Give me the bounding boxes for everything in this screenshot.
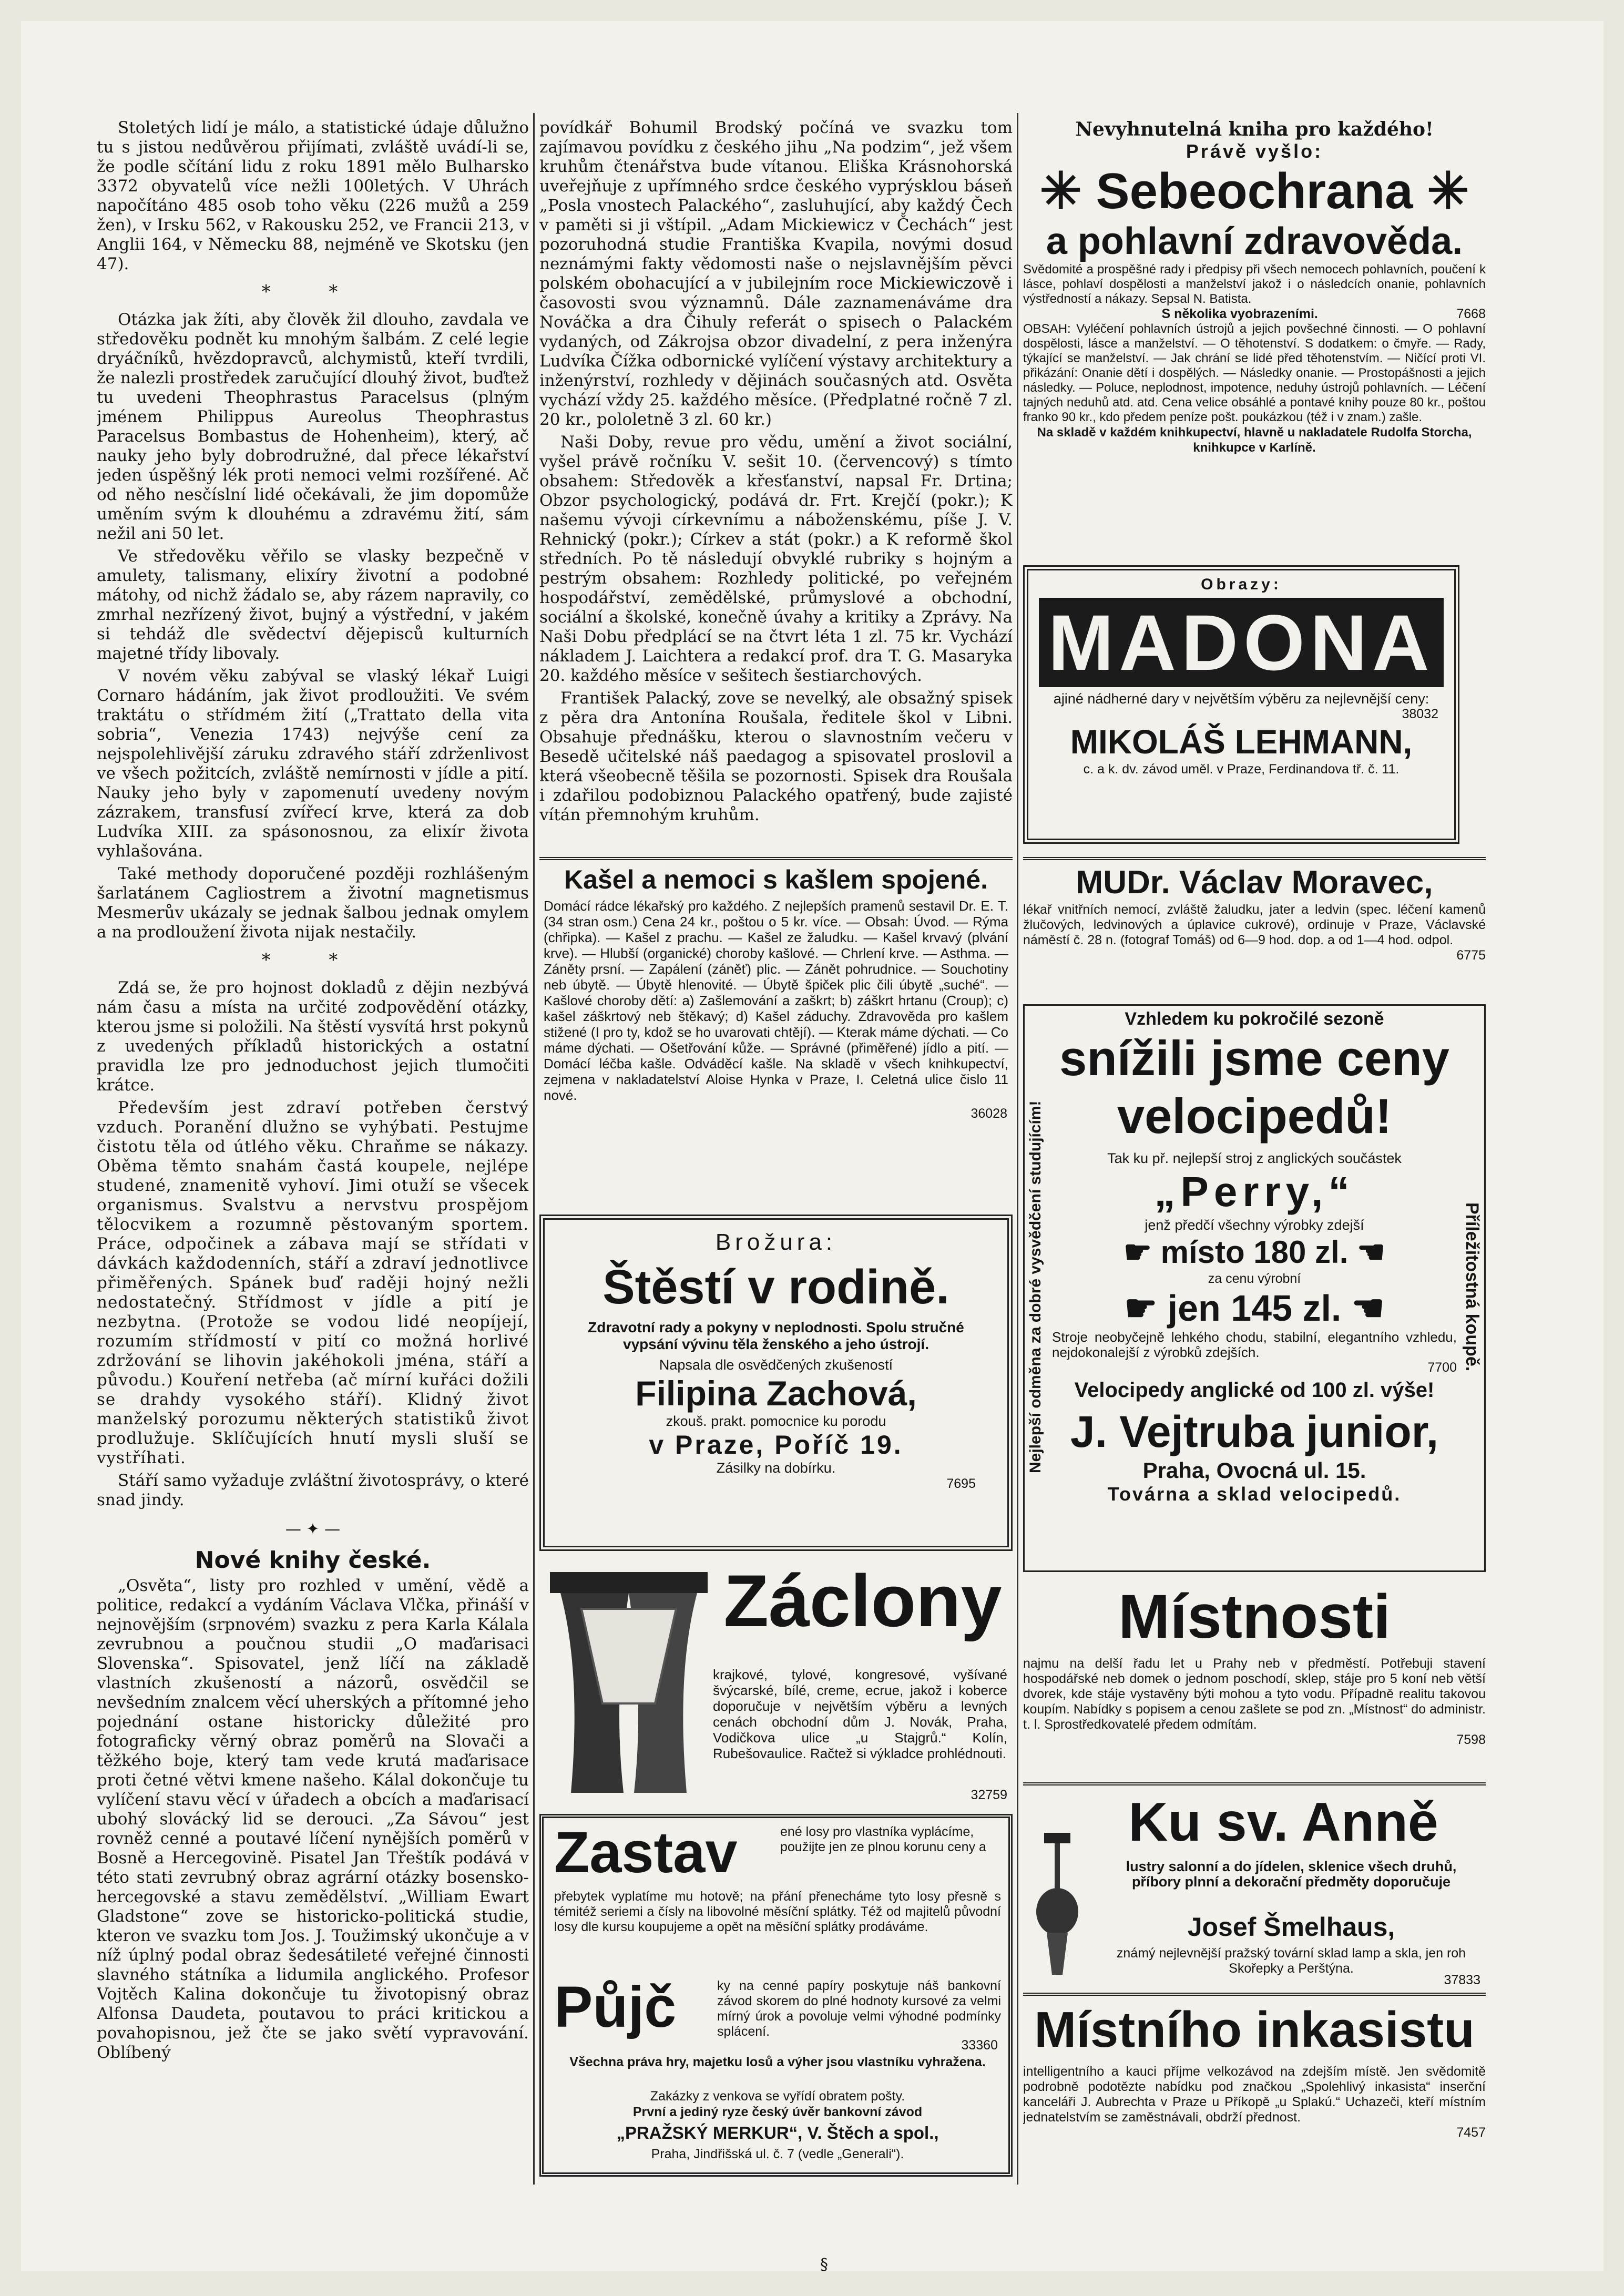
ad-top: Vzhledem ku pokročilé sezoně — [1125, 1009, 1384, 1029]
side-caption-left: Nejlepší odměna za dobré vysvědčení studujícím! — [1027, 1100, 1044, 1474]
asterisk-icon: ✳ — [1039, 163, 1082, 219]
ad-price-text: místo 180 zl. — [1160, 1234, 1349, 1270]
ad-line: Všechna práva hry, majetku losů a výher jsou vlastníku vyhražena. — [569, 2055, 986, 2069]
ad-madona — [1023, 565, 1459, 844]
section-break: * * — [261, 281, 364, 302]
asterisk-icon: ✳ — [1427, 163, 1469, 219]
ad-kasel — [539, 857, 1013, 1209]
ad-label: Obrazy: — [1201, 576, 1282, 593]
ad-code: 7598 — [1456, 1732, 1486, 1747]
hand-pointing-left-icon: ☚ — [1351, 1288, 1385, 1329]
column-middle-text — [539, 118, 1013, 865]
ad-place: v Praze, Poříč 19. — [649, 1430, 903, 1460]
ad-title: MUDr. Václav Moravec, — [1076, 864, 1433, 901]
ad-text: ajiné nádherné dary v největším výběru za nejlevnější ceny: — [1053, 691, 1429, 707]
ad-title: Záclony — [723, 1559, 1002, 1642]
ad-mail: Zásilky na dobírku. — [716, 1460, 836, 1476]
ad-text: lustry salonní a do jídelen, sklenice všech druhů, příbory plnní a dekorační předměty doporučuje — [1126, 1859, 1457, 1890]
ad-foot: Továrna a sklad velocipedů. — [1107, 1483, 1402, 1505]
ad-label: za cenu výrobní — [1208, 1271, 1301, 1286]
ad-title: Kašel a nemoci s kašlem spojené. — [564, 865, 988, 894]
article-paragraph: Zdá se, že pro hojnost dokladů z dějin nezbývá nám času a místa na určité zodpovědění otázky, kterou jsme si položili. Na štěstí vysvítá hrst pokynů z uvedených příkladů historických a ostatní pravidla lze pro jednoduchost jejich tlumočiti krátce. — [97, 978, 529, 1095]
article-paragraph: V novém věku zabýval se vlaský lékař Luigi Cornaro hádáním, jak život prodloužiti. Ve svém traktátu o střídmém žití („Trattato della vita sobria“, Venezia 1743) nejvýše cení za nejspolehlivější záruku zdravého stáří zdrženlivost ve všech požitcích, zvláště nemírnosti v jídle a pití. Nauky jeho byly v zapomenutí uvedeny novým zázrakem, transfusí zvířecí krve, která za dob Ludvíka XIII. za spásonosnou, za elixír života vyhlašována. — [97, 667, 529, 861]
ad-title: Zastav — [554, 1820, 738, 1885]
ad-price-text: jen 145 zl. — [1167, 1288, 1342, 1329]
ad-title2: a pohlavní zdravověda. — [1046, 220, 1463, 262]
ad-line: První a jediný ryze český úvěr bankovní závod — [632, 2105, 923, 2119]
ad-sub2-text: S několika vyobrazeními. — [1161, 307, 1318, 321]
ad-text: Tak ku př. nejlepší stroj z anglických součástek — [1107, 1150, 1402, 1166]
ad-text: krajkové, tylové, kongresové, vyšívané švýcarské, bílé, creme, ecrue, jakož i koberce doporučuje v největším výběru a levných cenách obchodní dům J. Novák, Praha, Vodičkova ulice „u Stajgrů.“ Kolín, Rubešovaulice. Račtež si výkladce prohlédnouti. — [713, 1667, 1007, 1761]
ad-text: Stroje neobyčejně lehkého chodu, stabilní, elegantního vzhledu, nejdokonalejší z výrobků zdejších. — [1052, 1329, 1457, 1360]
ad-line: Na skladě v každém knihkupectví, hlavně u nakladatele Rudolfa Storcha, knihkupce v Karlíně. — [1037, 425, 1472, 455]
article-paragraph: Stáří samo vyžaduje zvláštní životosprávy, o které snad jindy. — [97, 1471, 529, 1509]
article-paragraph: Otázka jak žíti, aby člověk žil dlouho, zavdala ve středověku podnět ku mnohým šalbám. Z celé legie dryáčníků, hvězdopravců, alchymistů, kteří tvrdili, že nalezli prostředek zaručující dlouhý život, buďtež tu uvedeni Theophrastus Paracelsus (plným jménem Philippus Aureolus Theophrastus Paracelsus Bombastus de Hohenheim), který, ač nauky jeho byly dobrodružné, dal přece lékařství jeden úspěšný lék proti nemoci velmi rozšířené. Ač od něho nesčíslní lidé očekávali, že jim dopomůže uměním svým k dlouhému a zdravému žití, sám nežil ani 50 let. — [97, 310, 529, 543]
article-paragraph: František Palacký, zove se nevelký, ale obsažný spisek z pěra dra Antonína Roušala, ředitele škol v Libni. Obsahuje přednášku, kterou o slavnostním večeru v Besedě učitelské náš paedagog a spisovatel proslovil a která všeobecně těšila se pozornosti. Spisek dra Roušala i zdařilou podobiznou Palackého opatřený, bude zajisté vítán přemnohým kruhům. — [539, 689, 1013, 824]
ad-text: jenž předčí všechny výrobky zdejší — [1145, 1217, 1364, 1233]
ad-text: Velocipedy anglické od 100 zl. výše! — [1074, 1379, 1435, 1402]
ad-line: Zakázky z venkova se vyřídí obratem pošty. — [650, 2089, 905, 2104]
ad-text: OBSAH: Vyléčení pohlavních ústrojů a jejich povšechné činnosti. — O pohlavní dospělosti, lásce a manželství. — O těhotenství. S dodatkem: o čmyře. — Rady, týkající se manželství. — Jak chrání se lidé před těhotenstvím. — Ničící proti VI. přikázání: Onanie dětí i dospělých. — Následky onanie. — Prostopášnosti a jejich následky. — Poluce, neplodnost, impotence, neduhy ústrojů pohlavních. — Léčení tajných neduhů atd. atd. Cena velice obsáhlé a pontavé knihy pouze 80 kr., poštou franko 90 kr., kdo předem peníze pošt. poukázkou (též i v znam.) zašle. — [1023, 322, 1486, 424]
ad-code: 33360 — [961, 2038, 998, 2053]
article-paragraph: Stoletých lidí je málo, a statistické údaje důlužno tu s jistou nedůvěrou přijímati, zvláště uvádí-li se, že podle sčítání lidu z roku 1891 mělo Bulharsko 3372 obyvatelů více nežli 100letých. V Uhrách napočítáno 485 osob toho věku (226 mužů a 259 žen), v Irsku 562, v Rakousku 252, ve Francii 213, v Anglii 164, v Německu 88, nejméně ve Skotsku (jen 47). — [97, 118, 529, 273]
ad-by: Napsala dle osvědčených zkušeností — [659, 1357, 893, 1373]
ad-name: Josef Šmelhaus, — [1187, 1912, 1395, 1942]
ad-title: Štěstí v rodině. — [602, 1260, 949, 1314]
ad-code: 38032 — [1402, 707, 1438, 721]
ad-code: 37833 — [1444, 1973, 1480, 1987]
ad-title-text: Sebeochrana — [1096, 163, 1413, 219]
ad-text: ené losy pro vlastníka vyplácíme, použijte jen ze plnou korunu ceny a — [780, 1824, 986, 1854]
ad-inkasistu — [1023, 1993, 1486, 2192]
ad-text: známý nejlevnější pražský tovární sklad lamp a skla, jen roh Skořepky a Perštýna. — [1116, 1946, 1466, 1976]
ad-code: 7700 — [1427, 1360, 1457, 1375]
ad-text: přebytek vyplatíme mu hotově; na přání přenecháme tyto losy přesně s témitéž seriemi a čísly na libovolné měsíční splátky. Též od majitelů původní losy dle kursu koupujeme a opět na měsíční splátky prodáváme. — [554, 1889, 1001, 1934]
ad-text: ky na cenné papíry poskytuje náš bankovní závod skorem do plné hodnoty kursové za velmi mírný úrok a povoluje velmi výhodné podmínky splácení. — [717, 1978, 1001, 2039]
hand-pointing-right-icon: ☛ — [1124, 1288, 1158, 1329]
article-paragraph: „Osvěta“, listy pro rozhled v umění, vědě a politice, redakcí a vydáním Václava Vlčka, přináší v nejnovějším (srpnovém) svazku z pera Karla Kálala zevrubnou a poučnou studii „O maďarisaci Slovenska“. Spisovatel, jenž líčí na základě vlastních zkušeností a názorů, osvědčil se nevšedním znalcem věcí uherských a přítomné jeho pojednání ostane historicky důležité pro fotograficky věrný obraz poměrů na Slovači a těžkého boje, který tam vede krutá maďarisace proti četné větvi kmene našeho. Kálal dokončuje tu vylíčení stavu věcí v úřadech a obcích a maďarisací ubohý slovácký lid se derouci. „Za Sávou“ jest rovněž cenné a poutavé líčení nynějších poměrů v Bosně a Hercegovině. Pisatel Jan Třeštík podává v této stati zevrubný obraz agrární otázky bosensko-hercegovské a stavu zemědělství. „William Ewart Gladstone“ zove se historicko-politická studie, kteron ve svazku tom Jos. J. Toužimský ukončuje a v níž úplný podal obraz šedesátileté veřejné činnosti slavného státníka a lidumila anglického. Profesor Vojtěch Kalina dokončuje tu životopisný obraz Alfonsa Daudeta, poutavou to práci kritickou a povahopisnou, jež čte se jako světí vypravování. Oblíbený — [97, 1576, 529, 2062]
ad-top: Nevyhnutelná kniha pro každého! — [1075, 118, 1434, 140]
ad-code: 36028 — [971, 1106, 1007, 1121]
hand-pointing-left-icon: ☚ — [1357, 1234, 1385, 1270]
ad-velocipedy — [1023, 1004, 1486, 1572]
ad-line: Praha, Jindřišská ul. č. 7 (vedle „Generali“). — [651, 2147, 904, 2161]
ad-code: 7668 — [1456, 307, 1486, 321]
ad-text: intelligentního a kauci příjme velkozávod na zdejším místě. Jen svědomitě podrobně podotězte nabídku pod značkou „Spolehlivý inkasista“ inserční kanceláři J. Aubrechta v Praze u Příkopě „u Splakú.“ Uchazeči, kteří místním jednatelstvím se zaměstnávali, obdrží přednost. — [1023, 2064, 1486, 2125]
ad-mistnosti — [1023, 1577, 1486, 1777]
ad-sub2 — [1023, 307, 1486, 322]
hand-pointing-right-icon: ☛ — [1123, 1234, 1152, 1270]
ad-title: MADONA — [1039, 598, 1444, 687]
ad-text: Svědomité a prospěšné rady i předpisy při všech nemocech pohlavních, poučení k lásce, pohlaví dospělosti a manželství jakož i o následcích onanie, pohlavních výstředností a nákazy. Sepsal N. Batista. — [1023, 262, 1486, 306]
ad-name: MIKOLÁŠ LEHMANN, — [1070, 723, 1413, 761]
ad-code: 32759 — [971, 1788, 1007, 1802]
ad-sub: Právě vyšlo: — [1186, 140, 1323, 162]
column-rule — [533, 113, 535, 2185]
page-fold-mark: § — [820, 2256, 828, 2274]
ornament-divider: — ✦ — — [285, 1520, 341, 1538]
ad-text: najmu na delší řadu let u Prahy neb v předměstí. Potřebuji stavení hospodářské neb domek o jednom poschodí, sklep, stáje pro 5 koní neb větší dvorek, kde stáje vystavěny býti mohou a tyto vodu. Případně realitu takovou koupím. Nabídky s popisem a cenou zašlete se pod zn. „Místnost“ do administr. t. l. Sprostředkovatelé předem odmítám. — [1023, 1656, 1486, 1732]
article-paragraph: Naši Doby, revue pro vědu, umění a život sociální, vyšel právě ročníku V. sešit 10. (červencový) s tímto obsahem: Středověk a křesťanství, napsal Fr. Drtina; Obzor psychologický, podává dr. Frt. Krejčí (pokr.); K našemu vývoji církevnímu a náboženskému, píše J. V. Rehnický (pokr.); Církev a stát (pokr.) a K reformě škol středních. Po tě následují obvyklé rubriky s hojným a pestrým obsahem: Rozhledy politické, po veřejném hospodářství, zemědělské, průmyslové a obchodní, sociální a školské, konečně úvahy a kritiky a Zprávy. Na Naši Dobu předplácí se na čtvrt léta 1 zl. 75 kr. Vychází nákladem J. Laichtera a redakcí prof. dra T. G. Masaryka 20. každého měsíce v sešitech šestiarchových. — [539, 433, 1013, 685]
ad-sebeochrana — [1023, 118, 1486, 549]
ad-addr: Praha, Ovocná ul. 15. — [1142, 1458, 1366, 1483]
ad-name: Filipina Zachová, — [635, 1374, 917, 1413]
ad-subtitle: Zdravotní rady a pokyny v neplodnosti. Spolu stručné vypsání vývinu těla ženského a jeho ústrojí. — [588, 1319, 964, 1352]
ad-title: snížili jsme ceny — [1059, 1030, 1449, 1086]
ad-moravec — [1023, 857, 1486, 999]
ad-brand: „Perry,“ — [1154, 1168, 1355, 1215]
article-paragraph: povídkář Bohumil Brodský počíná ve svazku tom zajímavou povídku z českého jihu „Na podzim“, jež všem kruhům čtenářstva bude vítanou. Eliška Krásnohorská uveřejňuje z upřímného srdce českého vyprýsklou báseň „Posla vnostech Palackého“, zasluhující, aby každý Čech v paměti si ji vštípil. „Adam Mickiewicz v Čechách“ jest pozoruhodná studie Františka Kvapila, novými dosud neznámými fakty vědomosti naše o nejslavnějším pěvci polském obohacující a v jubilejním roce Mickiewiczově i časovosti svou významnů. Dále zaznamenáváme dra Nováčka a dra Čihuly referát o spisech o Palackém vydaných, od Zákrojsa obzor divadelní, z pera inženýra Ludvíka Čížka odbornické vylíčení výstavy architektury a inženýrství, rozhledy v dějinách současných atd. Osvěta vychází vždy 25. každého měsíce. (Předplatné ročně 7 zl. 20 kr., pololetně 3 zl. 60 kr.) — [539, 118, 1013, 429]
curtain-illustration — [550, 1567, 708, 1798]
ad-zaclony — [539, 1556, 1013, 1809]
lamp-illustration — [1034, 1833, 1081, 1980]
ad-addr: c. a k. dv. závod uměl. v Praze, Ferdinandova tř. č. 11. — [1083, 762, 1400, 777]
ad-brozura — [539, 1215, 1013, 1551]
section-title: Nové knihy české. — [195, 1547, 431, 1574]
column-left — [97, 118, 529, 2179]
ad-line: „PRAŽSKÝ MERKUR“, V. Štěch a spol., — [616, 2123, 939, 2142]
ad-price — [1052, 1287, 1457, 1330]
article-paragraph: Ve středověku věřilo se vlasky bezpečně v amulety, talismany, elixíry životní a podobné mátohy, od nichž žádalo se, aby rázem napravily, co zmrhal nezřízený život, bujný a výstřední, v jakém si tehdáž dle svědectví dějepisců kulturních majetné třídy libovaly. — [97, 547, 529, 663]
ad-code: 7695 — [946, 1476, 976, 1491]
ad-title — [1023, 162, 1486, 220]
article-paragraph: Také methody doporučené později rozhlášeným šarlatánem Cagliostrem a životní magnetismus Mesmerův ukázaly se jednak šalbou jednak omylem a na prodloužení života nijak nestačily. — [97, 864, 529, 942]
ad-name: J. Vejtruba junior, — [1070, 1407, 1439, 1456]
ad-title: Místního inkasistu — [1034, 2002, 1475, 2058]
ad-code: 7457 — [1456, 2125, 1486, 2140]
ad-text: Domácí rádce lékařský pro každého. Z nejlepších pramenů sestavil Dr. E. T. (34 stran osm.) Cena 24 kr., poštou o 5 kr. více. — Obsah: Úvod. — Rýma (chřipka). — Kašel z prachu. — Kašel ze žaludku. — Kašel krvavý (plvání krve). — Hlubší (organické) choroby kašlové. — Chrlení krve. — Asthma. — Záněty prsní. — Zapálení (záněť) plic. — Zánět pohrudnice. — Souchotiny neb úbytě. — Úbytě hlenovité. — Úbytě špiček plic čili úbytě „suché“. — Kašlové choroby dětí: a) Zašlemování a zaškrt; b) záškrt hrtanu (Croup); c) kašel záškrtový neb štěkavý; d) Kašel záduchy. Zdravověda pro kašlem stižené (I pro ty, kdož se ho uvarovati chtějí). — Kterak máme dýchati. — Co máme dýchati. — Ošetřování kůže. — Správné (přiměřené) jídlo a pití. — Domácí léčba kašle. Odváděcí kašle. Na skladě v všech knihkupectví, zejmena v nakladatelství Aloise Hynka v Praze, I. Celetná ulice čislo 11 nové. — [544, 898, 1008, 1103]
ad-zastav — [539, 1814, 1013, 2177]
ad-title: Půjč — [554, 1975, 677, 2039]
ad-text: lékař vnitřních nemocí, zvláště žaludku, jater a ledvin (spec. léčení kamenů žlučových, ledvinových a úplavice cukrové), ordinuje v Praze, Václavské náměstí č. 28 n. (fotograf Tomáš) od 6—9 hod. dop. a od 1—4 hod. odpol. — [1023, 902, 1486, 947]
ad-price — [1052, 1233, 1457, 1271]
ad-title: Místnosti — [1118, 1582, 1391, 1651]
ad-label: Brožura: — [715, 1229, 837, 1255]
side-caption-right: Příležitostná koupě. — [1462, 1202, 1482, 1372]
column-rule — [1017, 113, 1018, 2185]
ad-code: 6775 — [1456, 948, 1486, 963]
ad-title: Ku sv. Anně — [1128, 1792, 1438, 1853]
ad-role: zkouš. prakt. pomocnice ku porodu — [666, 1413, 886, 1429]
section-break: * * — [261, 950, 364, 971]
article-paragraph: Především jest zdraví potřeben čerstvý vzduch. Poranění dlužno se vyhýbati. Pestujme čistotu těla od útlého věku. Chraňme se nákazy. Oběma těmto snahám častá koupele, nejlépe studené, znamenitě vyhoví. Jimi otuží se všecek organismus. Svalstvu a nervstvu prospějom tělocvikem a rozumně pěstovaným sportem. Práce, odpočinek a zábava mají se střídati v dávkách každodenních, stáří a zdraví jednotlivce přiměřených. Spánek buď raději hojný nežli nedostatečný. Střídmost v jídle a pití je nezbytna. (Protože se vodou lidé neopíjejí, rozumím střídmostí v pití co možná horlivé zdržování se lihovin jakéhokoli jména, stáří a původu.) Kouření netřeba (ač mírní kuřáci dožili se drahdy vysokého stáří). Klidný život manželský porozumu některých statistiků život prodlužuje. Sklíčujících hnutí mysli sluší se vystříhati. — [97, 1098, 529, 1467]
ad-title: velocipedů! — [1117, 1088, 1392, 1144]
ad-anne — [1023, 1782, 1486, 1987]
